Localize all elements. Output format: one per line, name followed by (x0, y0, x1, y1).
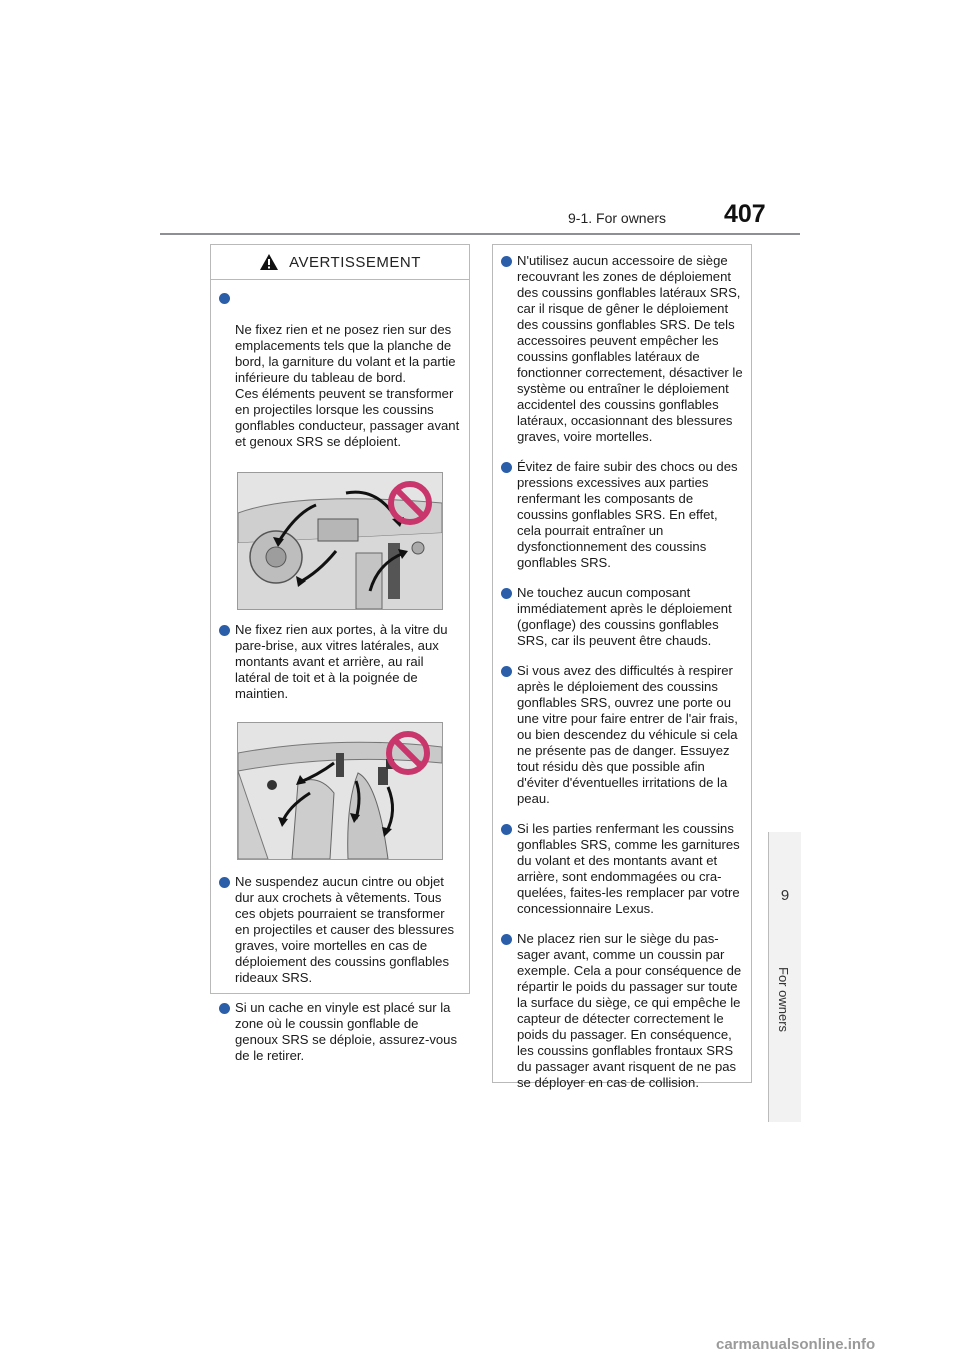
prohibition-icon (386, 479, 434, 527)
list-item-text: Si un cache en vinyle est placé sur la zone où le coussin gonflable de genoux SRS se déploie, assurez-vous de le retirer. (235, 1000, 457, 1063)
watermark: carmanualsonline.info (716, 1336, 876, 1353)
list-item-text: Ne suspendez aucun cintre ou objet dur aux crochets à vêtements. Tous ces objets pourraient se transformer en projectiles et causer des blessures graves, voire mortelles en cas de déploiement des coussins gonflables rideaux SRS. (235, 874, 455, 985)
prohibition-icon (384, 729, 432, 777)
list-item-text: N'utilisez aucun accessoire de siège recouvrant les zones de déploiement des coussins gonflables latéraux SRS, car il risque de gêner le déploiement des coussins gonflables SRS. De tels accessoires peuvent empêcher les coussins gonflables latéraux de fonctionner correctement, désactiver le système ou entraîner le déploiement accidentel des coussins gonflables latéraux, occasionnant des blessures graves, voire mortelles. (517, 253, 743, 444)
bullet-icon (219, 877, 230, 888)
list-item (499, 663, 743, 807)
warning-box-right (492, 244, 752, 1090)
list-item-text: Ne fixez rien aux portes, à la vitre du pare-brise, aux vitres latérales, aux montants avant et arrière, au rail latéral de toit et à la poignée de maintien. (235, 622, 448, 701)
bullet-icon (501, 934, 512, 945)
bullet-icon (501, 588, 512, 599)
bullet-icon (501, 256, 512, 267)
list-item-text: Si vous avez des difficultés à respirer après le déploiement des coussins gonflables SRS, ouvrez une porte ou une vitre pour faire entrer de l'air frais, ou bien descendez du véhicule si cela ne présente pas de danger. Essuyez tout résidu dès que possible afin d'éviter d'éventuelles irritations de la peau. (517, 663, 738, 806)
warning-header (211, 245, 469, 280)
page-number: 407 (724, 200, 766, 228)
dashboard-illustration (237, 472, 443, 610)
bullet-icon (501, 666, 512, 677)
section-title: 9-1. For owners (568, 210, 667, 226)
list-item (499, 821, 743, 917)
list-item (499, 931, 743, 1091)
interior-illustration (237, 722, 443, 860)
list-item (499, 459, 743, 571)
chapter-side-tab (768, 832, 801, 1122)
header-rule (160, 233, 800, 235)
bullet-icon (219, 293, 230, 304)
warning-title: AVERTISSEMENT (289, 253, 421, 271)
bullet-icon (501, 824, 512, 835)
warning-box-left (210, 244, 470, 1063)
warning-triangle-icon (259, 253, 279, 271)
list-item (499, 585, 743, 649)
list-item (217, 290, 461, 450)
list-item (217, 1000, 461, 1064)
list-item-text: Ne placez rien sur le siège du pas-sager avant, comme un coussin par exemple. Cela a pour conséquence de répartir le poids du passager sur toute la surface du siège, ce qui empêche le capteur de détecter correctement le poids du passager. En conséquence, les coussins gonflables frontaux SRS du passager avant risquent de ne pas se déployer en cas de collision. (517, 931, 742, 1090)
list-item-text: Évitez de faire subir des chocs ou des pressions excessives aux parties renfermant les composants de coussins gonflables SRS. En effet, cela pourrait entraîner un dysfonctionnement des coussins gonflables SRS. (517, 459, 738, 570)
list-item (499, 253, 743, 445)
bullet-icon (501, 462, 512, 473)
list-item-text: Ne touchez aucun composant immédiatement après le déploiement (gonflage) des coussins gonflables SRS, car ils peuvent être chauds. (517, 585, 732, 648)
chapter-number: 9 (780, 887, 790, 904)
list-item-text: Si les parties renfermant les coussins gonflables SRS, comme les garnitures du volant et des montants avant et arrière, sont endommagées ou cra-quelées, faites-les remplacer par votre concessionnaire Lexus. (517, 821, 740, 916)
list-item (217, 874, 461, 986)
bullet-icon (219, 1003, 230, 1014)
bullet-icon (219, 625, 230, 636)
list-item-text: Ne fixez rien et ne posez rien sur des emplacements tels que la planche de bord, la garniture du volant et la partie inférieure du tableau de bord. Ces éléments peuvent se transformer en projectiles lorsque les coussins gonflables conducteur, passager avant et genoux SRS se déploient. (235, 322, 460, 449)
chapter-label: For owners (776, 967, 791, 1033)
list-item (217, 622, 461, 702)
